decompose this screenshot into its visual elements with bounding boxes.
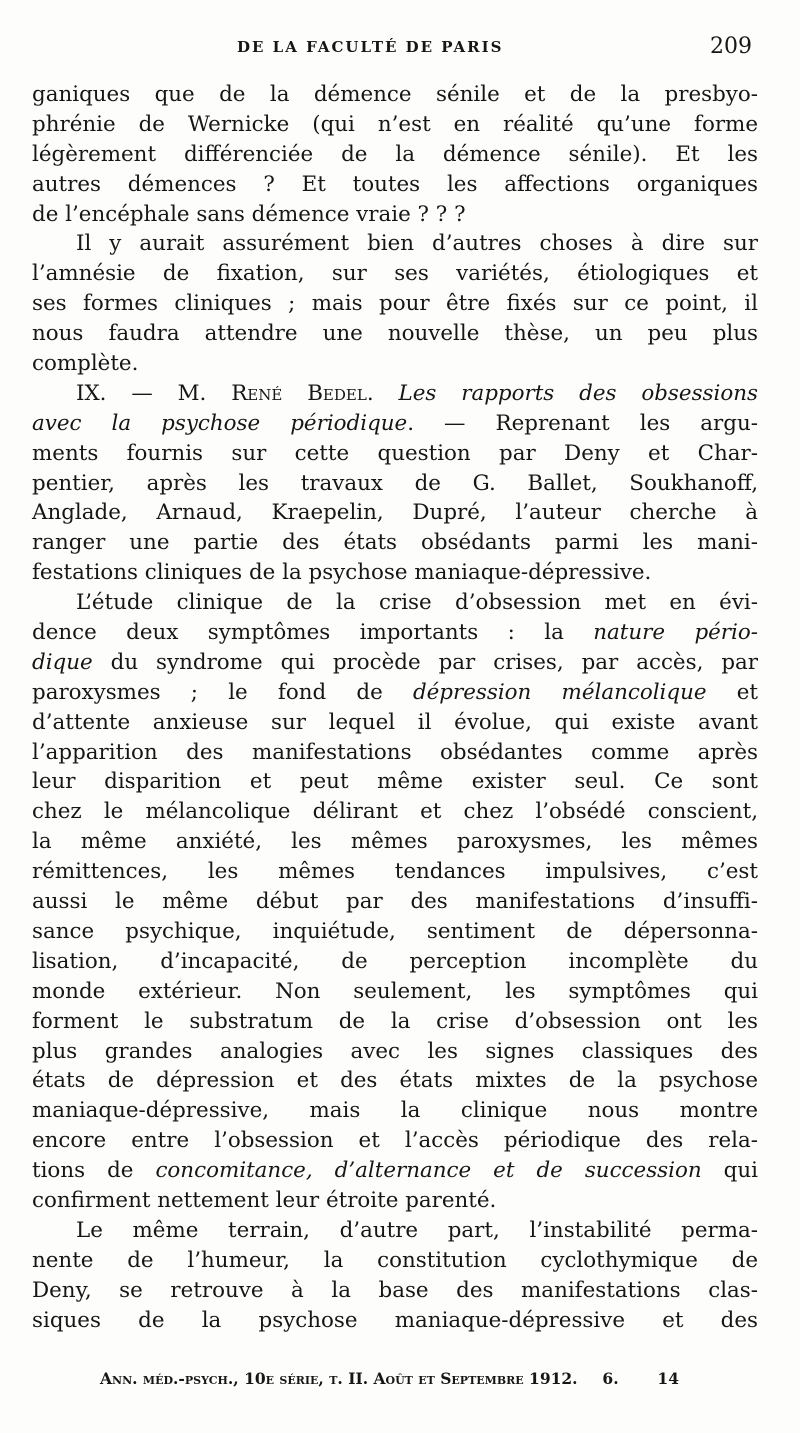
text-run: dence deux symptômes importants : la [32,620,594,646]
text-line: Le même terrain, d’autre part, l’instabilité perma- [76,1217,758,1243]
text-line: de l’encéphale sans démence vraie ? ? ? [32,201,466,227]
text-line: aussi le même début par des manifestations d’insuffi- [32,889,758,915]
journal-signature: Ann. méd.-psych., 10e série, t. II. Août et Septembre 1912. [100,1369,578,1388]
text-line: siques de la psychose maniaque-dépressive et des [32,1307,758,1333]
text-line: Il y aurait assurément bien d’autres choses à dire sur [76,231,758,257]
text-line [32,409,758,439]
text-line: rémittences, les mêmes tendances impulsives, c’est [32,859,758,885]
text-line: ments fournis sur cette question par Deny et Char- [32,440,758,466]
text-line: pentier, après les travaux de G. Ballet, Soukhanoff, [32,470,758,496]
text-line: ses formes cliniques ; mais pour être fixés sur ce point, il [32,291,758,317]
text-line: phrénie de Wernicke (qui n’est en réalité qu’une forme [32,111,758,137]
text-line: l’apparition des manifestations obsédantes comme après [32,739,758,765]
section-heading-line [32,379,758,409]
text-line: maniaque-dépressive, mais la clinique nous montre [32,1098,758,1124]
section-number: IX. — M. [76,380,232,406]
text-line: l’amnésie de fixation, sur ses variétés, étiologiques et [32,261,758,287]
text-line [32,678,758,708]
running-head: DE LA FACULTÉ DE PARIS [237,38,504,56]
text-line: complète. [32,351,139,377]
text-line: forment le substratum de la crise d’obsession ont les [32,1008,758,1034]
text-line: lisation, d’incapacité, de perception incomplète du [32,948,758,974]
text-run: qui [701,1158,758,1184]
text-line: autres démences ? Et toutes les affections organiques [32,171,758,197]
text-line [32,618,758,648]
text-line: Deny, se retrouve à la base des manifestations clas- [32,1277,758,1303]
text-line [32,1156,758,1186]
text-line: monde extérieur. Non seulement, les symptômes qui [32,978,758,1004]
text-line: Anglade, Arnaud, Kraepelin, Dupré, l’auteur cherche à [32,500,758,526]
separator: . [366,380,399,406]
text-line: états de dépression et des états mixtes de la psychose [32,1068,758,1094]
page-footer [100,1369,745,1388]
emphasis: dépression mélancolique [412,679,707,705]
text-run: paroxysmes ; le fond de [32,679,413,705]
text-line: L’étude clinique de la crise d’obsession met en évi- [76,590,758,616]
text-line: nous faudra attendre une nouvelle thèse, un peu plus [32,321,758,347]
page-header [32,34,752,64]
emphasis: nature pério- [593,620,758,646]
text-run: et [706,679,758,705]
text-line: d’attente anxieuse sur lequel il évolue, qui existe avant [32,709,758,735]
fascicle-number: 6. [602,1369,619,1388]
text-line: chez le mélancolique délirant et chez l’obsédé conscient, [32,799,758,825]
thesis-title: Les rapports des obsessions [398,380,758,406]
text-line: la même anxiété, les mêmes paroxysmes, les mêmes [32,829,758,855]
text-line: confirment nettement leur étroite parenté. [32,1187,497,1213]
text-run: . — Reprenant les argu- [407,410,758,436]
signature-mark: 14 [657,1369,679,1388]
author-name: René Bedel [231,380,367,406]
text-line: légèrement différenciée de la démence sénile). Et les [32,141,758,167]
text-line: festations cliniques de la psychose maniaque-dépressive. [32,560,652,586]
text-line: leur disparition et peut même exister seul. Ce sont [32,769,758,795]
text-line [32,648,758,678]
text-line: ganiques que de la démence sénile et de la presbyo- [32,82,758,107]
text-line: nente de l’humeur, la constitution cyclothymique de [32,1247,758,1273]
emphasis: dique [32,649,93,675]
text-line: ranger une partie des états obsédants parmi les mani- [32,530,758,556]
page-number: 209 [710,34,752,59]
text-line: sance psychique, inquiétude, sentiment de dépersonna- [32,918,758,944]
text-run: tions de [32,1158,156,1184]
body-text [32,80,758,1335]
text-line: plus grandes analogies avec les signes classiques des [32,1038,758,1064]
text-run: du syndrome qui procède par crises, par accès, par [92,649,758,675]
thesis-title-cont: avec la psychose périodique [32,410,408,436]
emphasis: concomitance, d’alternance et de succession [155,1158,702,1184]
text-line: encore entre l’obsession et l’accès périodique des rela- [32,1128,758,1154]
